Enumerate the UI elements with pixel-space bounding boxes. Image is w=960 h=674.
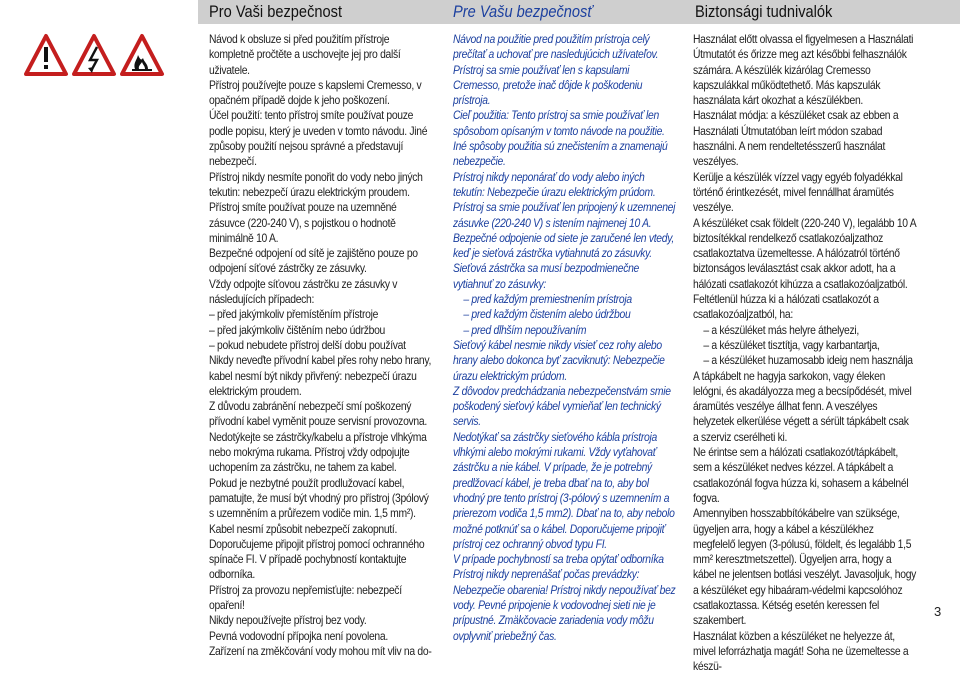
bullet-item: – pred dlhším nepoužívaním: [453, 323, 677, 338]
header-slovak: Pre Vašu bezpečnosť: [453, 2, 593, 21]
paragraph: Prístroj sa smie používať len s kapsulami Cremesso, pretože inač dôjde k poškodeniu prístroja.: [453, 62, 643, 108]
paragraph: Ne érintse sem a hálózati csatlakozót/tápkábelt, sem a készüléket nedves kézzel. A tápkábelt a csatlakozónál fogva húzza ki, sohasem a kábelnél fogva.: [693, 445, 909, 505]
bullet-item: – a készüléket huzamosabb ideig nem használja: [693, 353, 917, 368]
paragraph: Sieťová zástrčka sa musí bezpodmienečne vytiahnuť zo zásuvky:: [453, 261, 640, 291]
bullet-item: – před jakýmkoliv přemístěním přístroje: [209, 307, 433, 322]
paragraph: Használat előtt olvassa el figyelmesen a Használati Útmutatót és őrizze meg azt későbbi felhasználók számára. A készülék kizárólag Cremesso kapszulákkal működtethető. Más kapszulák használata kárt okozhat a készülékben.: [693, 32, 914, 108]
paragraph: Návod k obsluze si před použitím přístroje kompletně pročtěte a uschovejte jej pro další uživatele.: [209, 32, 401, 77]
paragraph: Přístroj nikdy nesmíte ponořit do vody nebo jiných tekutin: nebezpečí úrazu elektrickým proudem.: [209, 169, 423, 199]
bullet-item: – pred každým čistením alebo údržbou: [453, 307, 677, 322]
paragraph: Használat módja: a készüléket csak az ebben a Használati Útmutatóban leírt módon szabad használni. A nem rendeltetésszerű használat veszélyes.: [693, 108, 899, 169]
paragraph: Amennyiben hosszabbítókábelre van szüksége, ügyeljen arra, hogy a kábel a készülékhez megfelelő legyen (3-pólusú, földelt, és legalább 1,5 mm² keresztmetszettel). Ügyeljen arra, hogy a kábel ne jelentsen botlási veszélyt. Javasoljuk, hogy a készüléket egy hibaáram-védelmi kapcsolóhoz csatlakoztassa. Kétség esetén keressen fel szakembert.: [693, 506, 917, 628]
warning-icon: [26, 36, 66, 74]
paragraph: Doporučujeme připojit přístroj pomocí ochranného spínače FI. V případě pochybností kontaktujte odborníka.: [209, 536, 425, 582]
paragraph: Bezpečné odpojení od sítě je zajištěno pouze po odpojení síťové zástrčky ze zásuvky.: [209, 246, 418, 276]
paragraph: Feltétlenül húzza ki a hálózati csatlakozót a csatlakozóaljzatból, ha:: [693, 292, 879, 322]
paragraph: Kerülje a készülék vízzel vagy egyéb folyadékkal történő érintkezését, mivel fennállhat áramütés veszélye.: [693, 169, 903, 215]
paragraph: Prístroj nikdy neponárať do vody alebo iných tekutín: Nebezpečie úrazu elektrickým prúdom.: [453, 169, 656, 199]
paragraph: Nedotýkejte se zástrčky/kabelu a přístroje vlhkýma nebo mokrýma rukama. Přístroj vždy odpojujte uchopením za zástrčku, ne tahem za kabel.: [209, 429, 427, 475]
paragraph: Účel použití: tento přístroj smíte používat pouze podle popisu, který je uveden v tomto návodu. Jiné způsoby použití nejsou správné a představují nebezpečí.: [209, 108, 428, 169]
paragraph: Prístroj nikdy neprenášať počas prevádzky: Nebezpečie obarenia! Prístroj nikdy nepoužívať bez vody. Pevné pripojenie k vodovodnej sieti nie je prípustné. Zmäkčovacie zariadenia vody môžu ovplyvniť priebežný čas.: [453, 567, 676, 643]
paragraph: Cieľ použitia: Tento prístroj sa smie používať len spôsobom opísaným v tomto návode na použitie. Iné spôsoby použitia sú znečistením a znamenajú nebezpečie.: [453, 108, 668, 169]
bullet-item: – pokud nebudete přístroj delší dobu používat: [209, 338, 433, 353]
paragraph: Sieťový kábel nesmie nikdy visieť cez rohy alebo hrany alebo dokonca byť zacviknutý: Nebezpečie úrazu elektrickým prúdom.: [453, 337, 665, 383]
paragraph: Nikdy neveďte přívodní kabel přes rohy nebo hrany, kabel nesmí být nikdy přivřený: nebezpečí úrazu elektrickým proudem.: [209, 353, 432, 398]
fire-hazard-icon: [122, 36, 162, 74]
paragraph: Přístroj používejte pouze s kapslemi Cremesso, v opačném případě dojde k jeho poškození.: [209, 77, 422, 108]
paragraph: Nedotýkať sa zástrčky sieťového kábla prístroja vlhkými alebo mokrými rukami. Vždy vyťahovať zástrčku a nie kábel. V prípade, že je potrebný predlžovací kábel, je treba dbať na to, aby bol vhodný pre tento prístroj (3-pólový s uzemnením a prierezom vodiča 1,5 mm2). Dbať na to, aby nebolo možné potknúť sa o kábel. Doporučujeme pripojiť prístroj cez ochranný obvod typu FI.: [453, 429, 675, 551]
paragraph: A készüléket csak földelt (220-240 V), legalább 10 A biztosítékkal rendelkező csatlakozóaljzathoz csatlakoztatva üzemeltesse. A hálózatról történő biztonságos leválasztást csak akkor adott, ha a hálózati csatlakozót kihúzza a csatlakozóaljzatból.: [693, 215, 916, 291]
czech-column: [209, 32, 433, 658]
paragraph: A tápkábelt ne hagyja sarkokon, vagy éleken lelógni, és akadályozza meg a becsípődését, mivel áramütés veszélye állhat fenn. A veszélyes helyzetek elkerülése végett a sérült tápkábelt csak a szerviz cserélheti ki.: [693, 368, 912, 444]
paragraph: V prípade pochybností sa treba opýtať odborníka: [453, 552, 664, 567]
header-czech: Pro Vaši bezpečnost: [209, 2, 343, 21]
paragraph: Zařízení na změkčování vody mohou mít vliv na do-: [209, 643, 432, 658]
paragraph: Přístroj za provozu nepřemisťujte: nebezpečí opaření!: [209, 582, 402, 612]
paragraph: Z důvodu zabránění nebezpečí smí poškozený přívodní kabel vyměnit pouze servisní provozovna.: [209, 399, 427, 429]
page-number: 3: [934, 604, 942, 619]
bullet-item: – pred každým premiestnením prístroja: [453, 292, 677, 307]
paragraph: Prístroj sa smie používať len pripojený k uzemnenej zásuvke (220-240 V) s istením najmenej 10 A. Bezpečné odpojenie od siete je zaručené len vtedy, keď je sieťová zástrčka vytiahnutá zo zásuvky.: [453, 200, 676, 261]
paragraph: Pokud je nezbytné použít prodlužovací kabel, pamatujte, že musí být vhodný pro přístroj (3pólový s uzemněním a průřezem vodiče min. 1,5 mm²). Kabel nesmí způsobit nebezpečí zakopnutí.: [209, 475, 429, 536]
slovak-column: [453, 32, 677, 642]
paragraph: Přístroj smíte používat pouze na uzemněné zásuvce (220-240 V), s pojistkou o hodnotě minimálně 10 A.: [209, 200, 397, 245]
paragraph: Vždy odpojte síťovou zástrčku ze zásuvky v následujících případech:: [209, 276, 398, 307]
hungarian-column: [693, 32, 917, 674]
electric-hazard-icon: [74, 36, 114, 74]
paragraph: Z dôvodov predchádzania nebezpečenstvám smie poškodený sieťový kábel vymieňať len technický servis.: [453, 383, 671, 429]
bullet-item: – a készüléket más helyre áthelyezi,: [693, 323, 917, 338]
paragraph: Pevná vodovodní přípojka není povolena.: [209, 628, 388, 643]
bullet-item: – a készüléket tisztítja, vagy karbantartja,: [693, 338, 917, 353]
header-hungarian: Biztonsági tudnivalók: [695, 2, 833, 21]
paragraph: Használat közben a készüléket ne helyezze át, mivel leforrázhatja magát! Soha ne üzemeltesse a készü-: [693, 628, 909, 674]
safety-icons: [24, 34, 164, 78]
bullet-item: – před jakýmkoliv čištěním nebo údržbou: [209, 323, 433, 338]
paragraph: Návod na použitie pred použitím prístroja celý prečítať a uchovať pre nasledujúcich užívateľov.: [453, 32, 659, 62]
paragraph: Nikdy nepoužívejte přístroj bez vody.: [209, 613, 367, 628]
